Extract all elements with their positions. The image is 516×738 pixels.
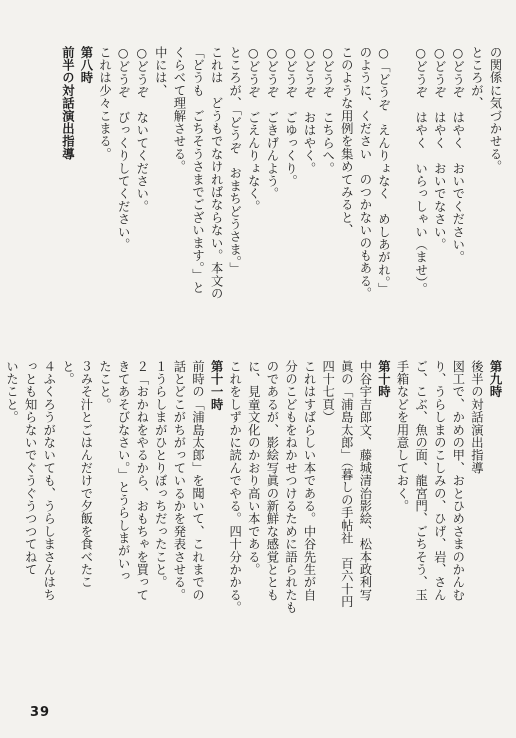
text-line: 眞の「浦島太郎」（暮しの手帖社 百六十円 [339, 360, 354, 608]
text-line: ○どうぞ ないてください。 [134, 46, 149, 213]
text-line: １うらしまがひとりぼっちだったこと。 [153, 360, 168, 589]
text-line: ３みそ汁とごはんだけで夕飯を食べたこ [78, 360, 93, 589]
text-line: の関係に気づかせる。 [488, 46, 502, 173]
text-line: っとも知らないでぐうぐうつつてねて [23, 360, 38, 576]
text-line: ２「おかねをやるから、おもちゃを買って [134, 360, 149, 602]
text-line: これは少々こまる。 [97, 46, 112, 161]
text-line: 前時の「浦島太郎」を聞いて、これまでの [190, 360, 205, 602]
section-heading: 第八時 [78, 46, 94, 85]
text-line: ○どうぞ はやく いらっしゃい（ませ）。 [413, 46, 428, 296]
text-line: 手箱などを用意しておく。 [395, 360, 410, 513]
text-line: ご、こぶ、魚の面、龍宮門、ごちそう、玉 [413, 360, 428, 602]
section-heading: 前半の対話演出指導 [60, 46, 76, 161]
text-line: ○どうぞ おはやく。 [302, 46, 317, 175]
text-line [0, 360, 2, 678]
text-line: のように、ください のつかないのもある。 [357, 46, 372, 300]
text-line: きてあそびなさい。」とうらしまがいっ [116, 360, 131, 583]
text-line: 「どうも ごちそうさまでございます。」と [190, 46, 205, 294]
text-line: に、見童文化のかおり高い本である。 [246, 360, 261, 576]
text-line: ところが、 [469, 46, 484, 110]
text-line: ○どうぞ ごえんりょなく。 [246, 46, 261, 213]
section-heading: 第九時 [488, 360, 503, 399]
text-line: ところが、「どうぞ おまちどうさま。」 [227, 46, 242, 275]
lower-text-block [0, 360, 504, 678]
text-line: ○どうぞ ごきげんよう。 [264, 46, 279, 201]
text-line: ○どうぞ こちらへ。 [320, 46, 335, 175]
text-line: 図工で、かめの甲、おとひめさまのかんむ [450, 360, 465, 602]
text-line: と。 [60, 360, 75, 386]
text-line: 後半の対話演出指導 [469, 360, 484, 475]
text-line: くらべて理解させる。 [171, 46, 186, 173]
text-line: ○どうぞ はやく おいでください。 [450, 46, 465, 264]
text-line: ○どうぞ ごゆっくり。 [283, 46, 298, 188]
section-heading: 第十一時 [209, 360, 225, 411]
text-line: 分のこどもをねかせつけるために語られたも [283, 360, 298, 614]
text-line: このような用例を集めてみると、 [339, 46, 354, 237]
text-line: 中には、 [153, 46, 168, 97]
text-line: 四十七頁） [320, 360, 335, 424]
text-line: ４ふくろうがないても、うらしまさんはち [41, 360, 56, 602]
text-line [392, 46, 411, 346]
text-line: のであるが、影絵写眞の新鮮な感覚ととも [264, 360, 279, 602]
text-line: これはすばらしい本である。中谷先生が自 [302, 360, 317, 602]
text-line: いたこと。 [4, 360, 19, 424]
text-line: ○どうぞ はやく おいでなさい。 [432, 46, 447, 251]
text-line: これは どうもでなければならない。本文の [209, 46, 224, 300]
page-number: 39 [30, 705, 51, 720]
text-line: ○「どうぞ えんりょなく めしあがれ。」 [376, 46, 391, 296]
section-heading: 第十時 [376, 360, 392, 399]
text-line: ○どうぞ びっくりしてください。 [116, 46, 131, 251]
text-line: 中谷宇吉郎文、藤城清治影絵、松本政利写 [357, 360, 372, 602]
text-line: これをしずかに読んでやる。四十分かかる。 [227, 360, 242, 614]
upper-text-block [58, 46, 504, 346]
text-line: たこと。 [97, 360, 112, 411]
text-line: 話とどこがちがっているかを発表させる。 [171, 360, 186, 602]
text-line: り、うらしまのこしみの、ひげ、岩、さん [432, 360, 447, 602]
